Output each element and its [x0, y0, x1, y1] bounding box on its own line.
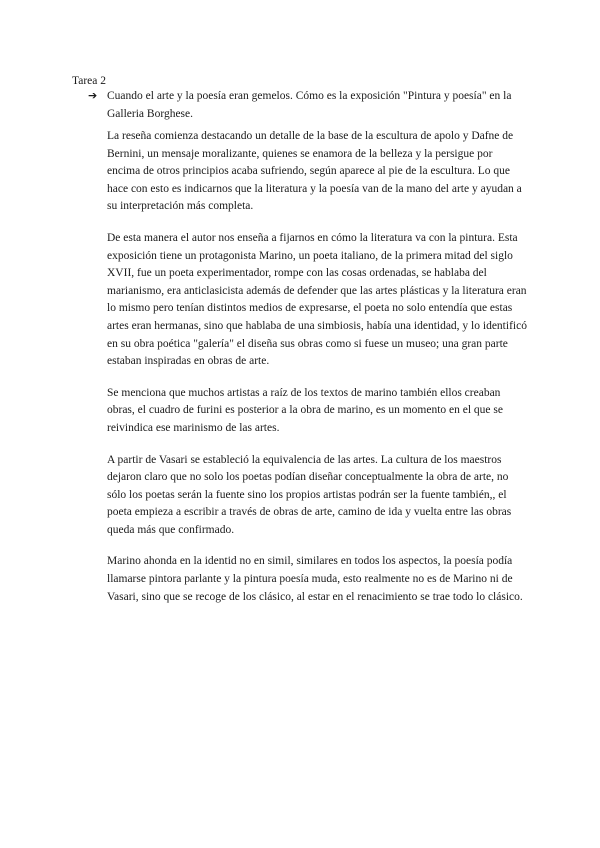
document-heading: Tarea 2	[72, 75, 106, 87]
paragraph-2: De esta manera el autor nos enseña a fijarnos en cómo la literatura va con la pintura. Esta exposición tiene un protagonista Marino, un poeta italiano, de la primera mitad del siglo XVII, fue un poeta experimentador, rompe con las cosas ordenadas, se hablaba del marianismo, era anticlasicista además de defender que las artes plásticas y la literatura eran lo mismo pero tenían distintos medios de expresarse, el poeta no solo entendía que estas artes eran hermanas, sino que hablaba de una simbiosis, había una identidad, y lo identificó en su obra poética "galería" el diseña sus obras como si fuese un museo; una gran parte estaban inspiradas en obras de arte.	[107, 231, 527, 368]
paragraph-4: A partir de Vasari se estableció la equivalencia de las artes. La cultura de los maestros dejaron claro que no solo los poetas podían diseñar conceptualmente la obra de arte, no sólo los poetas serán la fuente sino los propios artistas podrán ser la fuente también,, el poeta empieza a escribir a través de obras de arte, camino de ida y vuelta entre las obras queda más que confirmado.	[107, 453, 512, 536]
paragraph-3: Se menciona que muchos artistas a raíz de los textos de marino también ellos creaban obras, el cuadro de furini es posterior a la obra de marino, es un momento en el que se reivindica ese marinismo de las artes.	[107, 386, 503, 434]
arrow-bullet-icon: ➔	[88, 89, 98, 102]
paragraph-1: La reseña comienza destacando un detalle de la base de la escultura de apolo y Dafne de Bernini, un mensaje moralizante, quienes se enamora de la belleza y la persigue por encima de otros principios acaba sufriendo, según aparece al pie de la escultura. Lo que hace con esto es indicarnos que la literatura y la poesía van de la mano del arte y ayudan a su interpretación más completa.	[107, 130, 522, 213]
body-text	[107, 128, 527, 620]
paragraph-5: Marino ahonda en la identid no en simil, similares en todos los aspectos, la poesía podía llamarse pintora parlante y la pintura poesía muda, esto realmente no es de Marino ni de Vasari, sino que se recoge de los clásico, al estar en el renacimiento se trae todo lo clásico.	[107, 555, 523, 603]
bullet-text: Cuando el arte y la poesía eran gemelos. Cómo es la exposición "Pintura y poesía" en la Galleria Borghese.	[107, 90, 512, 120]
bullet-item	[88, 87, 528, 123]
